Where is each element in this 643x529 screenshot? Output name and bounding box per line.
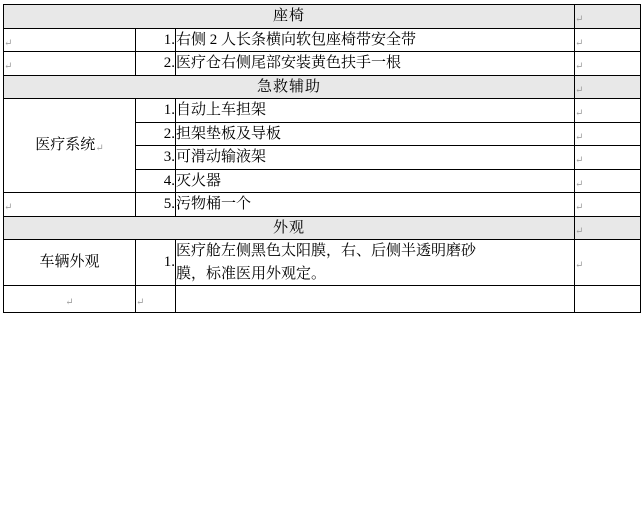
edit-mark-icon: ↵ xyxy=(575,131,584,143)
row-number: 2. xyxy=(136,122,176,146)
row-text: 担架垫板及导板 xyxy=(176,122,575,146)
edit-mark-icon: ↵ xyxy=(65,296,74,308)
table-row-blank xyxy=(4,286,641,313)
section-header-row xyxy=(4,5,641,29)
row-text: 灭火器 xyxy=(176,169,575,193)
edit-mark-icon: ↵ xyxy=(4,61,13,72)
edit-mark-icon: ↵ xyxy=(575,37,584,49)
edit-mark-icon: ↵ xyxy=(4,202,13,213)
edit-mark-icon: ↵ xyxy=(575,108,584,119)
section-header-mark-cell xyxy=(575,5,641,29)
row-end-mark-cell xyxy=(575,193,641,217)
edit-mark-icon: ↵ xyxy=(575,155,584,166)
row-number: 4. xyxy=(136,169,176,193)
table-row xyxy=(4,193,641,217)
specification-table xyxy=(3,4,641,313)
category-label-medical-system xyxy=(4,99,136,193)
edit-mark-icon: ↵ xyxy=(575,178,584,190)
edit-mark-icon: ↵ xyxy=(575,202,584,213)
edit-mark-icon: ↵ xyxy=(575,84,584,96)
section-header-mark-cell xyxy=(575,75,641,99)
table-row xyxy=(4,52,641,76)
row-number: 1. xyxy=(136,28,176,52)
row-end-mark-cell xyxy=(575,52,641,76)
row-text xyxy=(176,240,575,286)
category-label-text: 医疗系统 xyxy=(35,137,96,154)
row-end-mark-cell xyxy=(575,146,641,170)
section-title-seats: 座椅 xyxy=(4,5,575,29)
category-cell xyxy=(4,286,136,313)
edit-mark-icon: ↵ xyxy=(136,296,145,308)
row-number: 3. xyxy=(136,146,176,170)
row-end-mark-cell xyxy=(575,28,641,52)
table-row xyxy=(4,28,641,52)
row-number: 1. xyxy=(136,240,176,286)
section-title-appearance: 外观 xyxy=(4,216,575,240)
category-cell xyxy=(4,52,136,76)
edit-mark-icon: ↵ xyxy=(4,37,13,49)
row-text: 污物桶一个 xyxy=(176,193,575,217)
edit-mark-icon: ↵ xyxy=(95,143,104,155)
edit-mark-icon: ↵ xyxy=(575,260,584,272)
section-header-mark-cell xyxy=(575,216,641,240)
row-text-line-2: 膜，标准医用外观定。 xyxy=(176,265,327,282)
text-cell xyxy=(176,286,575,313)
row-end-mark-cell xyxy=(575,99,641,123)
section-header-row xyxy=(4,75,641,99)
row-end-mark-cell xyxy=(575,169,641,193)
number-cell xyxy=(136,286,176,313)
row-number: 1. xyxy=(136,99,176,123)
edit-mark-icon: ↵ xyxy=(575,225,584,237)
end-cell xyxy=(575,286,641,313)
row-text-line-1: 医疗舱左侧黑色太阳膜，右、后侧半透明磨砂 xyxy=(176,243,477,259)
edit-mark-icon: ↵ xyxy=(575,61,584,72)
row-end-mark-cell xyxy=(575,240,641,286)
row-text: 可滑动输液架 xyxy=(176,146,575,170)
table-row xyxy=(4,99,641,123)
row-number: 5. xyxy=(136,193,176,217)
row-number: 2. xyxy=(136,52,176,76)
row-text: 自动上车担架 xyxy=(176,99,575,123)
category-cell xyxy=(4,28,136,52)
category-cell xyxy=(4,193,136,217)
row-text: 右侧 2 人长条横向软包座椅带安全带 xyxy=(176,28,575,52)
category-label-vehicle-appearance: 车辆外观 xyxy=(4,240,136,286)
section-title-first-aid: 急救辅助 xyxy=(4,75,575,99)
table-row xyxy=(4,240,641,286)
edit-mark-icon: ↵ xyxy=(575,14,584,25)
row-end-mark-cell xyxy=(575,122,641,146)
section-header-row xyxy=(4,216,641,240)
row-text: 医疗仓右侧尾部安装黄色扶手一根 xyxy=(176,52,575,76)
